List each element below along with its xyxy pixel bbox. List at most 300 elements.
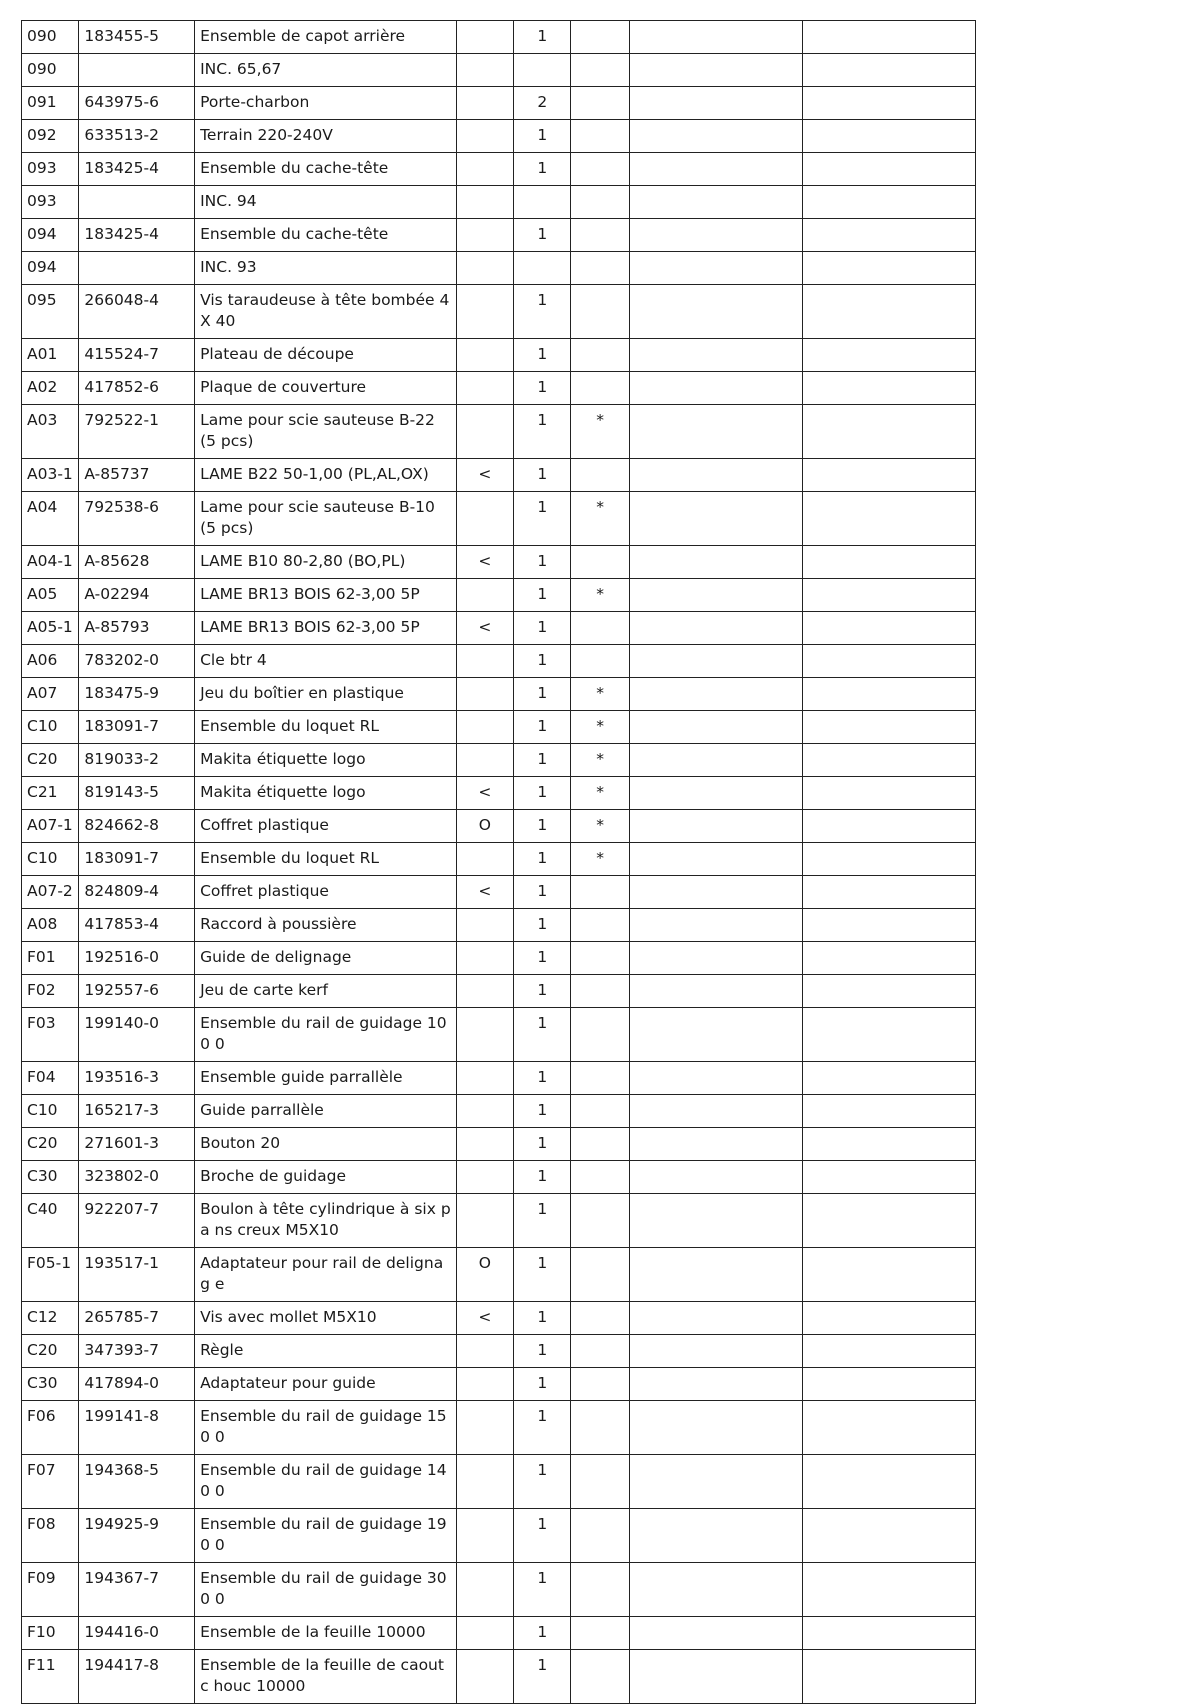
extra-cell-1	[629, 459, 802, 492]
extra-cell-1	[629, 942, 802, 975]
mark-cell	[456, 285, 513, 339]
description-cell: Ensemble du cache-tête	[195, 153, 457, 186]
table-row	[22, 1455, 976, 1509]
note-cell	[571, 1617, 629, 1650]
mark-cell	[456, 120, 513, 153]
description-cell: INC. 94	[195, 186, 457, 219]
description-cell: Coffret plastique	[195, 810, 457, 843]
table-row	[22, 1248, 976, 1302]
quantity-cell: 2	[514, 87, 571, 120]
extra-cell-1	[629, 252, 802, 285]
table-row	[22, 1194, 976, 1248]
table-row	[22, 975, 976, 1008]
extra-cell-2	[802, 546, 975, 579]
extra-cell-2	[802, 1509, 975, 1563]
extra-cell-1	[629, 285, 802, 339]
extra-cell-1	[629, 1248, 802, 1302]
extra-cell-2	[802, 285, 975, 339]
extra-cell-1	[629, 1161, 802, 1194]
extra-cell-1	[629, 678, 802, 711]
note-cell: *	[571, 843, 629, 876]
quantity-cell: 1	[514, 285, 571, 339]
ref-cell: C20	[22, 1335, 79, 1368]
ref-cell: 092	[22, 120, 79, 153]
extra-cell-2	[802, 372, 975, 405]
extra-cell-1	[629, 219, 802, 252]
part-number-cell	[79, 186, 195, 219]
part-number-cell: 183475-9	[79, 678, 195, 711]
note-cell	[571, 975, 629, 1008]
description-cell: Ensemble du rail de guidage 140 0	[195, 1455, 457, 1509]
part-number-cell: 199140-0	[79, 1008, 195, 1062]
quantity-cell: 1	[514, 492, 571, 546]
description-cell: Makita étiquette logo	[195, 744, 457, 777]
ref-cell: A02	[22, 372, 79, 405]
note-cell	[571, 285, 629, 339]
table-row	[22, 186, 976, 219]
note-cell	[571, 1248, 629, 1302]
extra-cell-1	[629, 405, 802, 459]
extra-cell-1	[629, 645, 802, 678]
extra-cell-2	[802, 21, 975, 54]
note-cell	[571, 1062, 629, 1095]
part-number-cell: A-85628	[79, 546, 195, 579]
quantity-cell: 1	[514, 1248, 571, 1302]
extra-cell-1	[629, 843, 802, 876]
extra-cell-2	[802, 1650, 975, 1704]
mark-cell	[456, 219, 513, 252]
mark-cell	[456, 975, 513, 1008]
quantity-cell: 1	[514, 1128, 571, 1161]
quantity-cell: 1	[514, 711, 571, 744]
part-number-cell: 792522-1	[79, 405, 195, 459]
note-cell: *	[571, 810, 629, 843]
extra-cell-2	[802, 1062, 975, 1095]
table-row	[22, 153, 976, 186]
table-row	[22, 219, 976, 252]
extra-cell-1	[629, 372, 802, 405]
extra-cell-1	[629, 1008, 802, 1062]
mark-cell	[456, 909, 513, 942]
extra-cell-1	[629, 777, 802, 810]
note-cell	[571, 186, 629, 219]
table-row	[22, 492, 976, 546]
table-row	[22, 777, 976, 810]
extra-cell-1	[629, 120, 802, 153]
description-cell: Ensemble de la feuille 10000	[195, 1617, 457, 1650]
extra-cell-2	[802, 645, 975, 678]
extra-cell-2	[802, 1095, 975, 1128]
note-cell: *	[571, 777, 629, 810]
extra-cell-1	[629, 492, 802, 546]
mark-cell	[456, 1650, 513, 1704]
ref-cell: C21	[22, 777, 79, 810]
quantity-cell: 1	[514, 339, 571, 372]
note-cell	[571, 546, 629, 579]
quantity-cell: 1	[514, 405, 571, 459]
note-cell: *	[571, 678, 629, 711]
note-cell	[571, 942, 629, 975]
note-cell: *	[571, 579, 629, 612]
ref-cell: C10	[22, 1095, 79, 1128]
part-number-cell: 265785-7	[79, 1302, 195, 1335]
table-row	[22, 1008, 976, 1062]
extra-cell-2	[802, 942, 975, 975]
part-number-cell: 819143-5	[79, 777, 195, 810]
quantity-cell: 1	[514, 21, 571, 54]
extra-cell-1	[629, 546, 802, 579]
ref-cell: A07-1	[22, 810, 79, 843]
description-cell: Guide parrallèle	[195, 1095, 457, 1128]
description-cell: Cle btr 4	[195, 645, 457, 678]
ref-cell: F01	[22, 942, 79, 975]
extra-cell-2	[802, 777, 975, 810]
ref-cell: A03	[22, 405, 79, 459]
extra-cell-1	[629, 876, 802, 909]
quantity-cell: 1	[514, 678, 571, 711]
table-row	[22, 372, 976, 405]
description-cell: Ensemble du rail de guidage 300 0	[195, 1563, 457, 1617]
ref-cell: F02	[22, 975, 79, 1008]
description-cell: Ensemble du rail de guidage 150 0	[195, 1401, 457, 1455]
quantity-cell: 1	[514, 1062, 571, 1095]
mark-cell	[456, 1617, 513, 1650]
quantity-cell: 1	[514, 1008, 571, 1062]
ref-cell: F09	[22, 1563, 79, 1617]
ref-cell: 093	[22, 153, 79, 186]
ref-cell: C20	[22, 744, 79, 777]
mark-cell	[456, 744, 513, 777]
ref-cell: F05-1	[22, 1248, 79, 1302]
part-number-cell: 194925-9	[79, 1509, 195, 1563]
extra-cell-1	[629, 54, 802, 87]
extra-cell-2	[802, 1302, 975, 1335]
note-cell: *	[571, 744, 629, 777]
extra-cell-2	[802, 1335, 975, 1368]
ref-cell: 094	[22, 219, 79, 252]
table-row	[22, 1509, 976, 1563]
quantity-cell: 1	[514, 612, 571, 645]
mark-cell: O	[456, 1248, 513, 1302]
extra-cell-2	[802, 909, 975, 942]
part-number-cell: 266048-4	[79, 285, 195, 339]
quantity-cell	[514, 54, 571, 87]
part-number-cell: 183425-4	[79, 153, 195, 186]
description-cell: Adaptateur pour guide	[195, 1368, 457, 1401]
part-number-cell: 633513-2	[79, 120, 195, 153]
part-number-cell: 165217-3	[79, 1095, 195, 1128]
note-cell: *	[571, 711, 629, 744]
table-row	[22, 1617, 976, 1650]
mark-cell	[456, 843, 513, 876]
note-cell	[571, 1095, 629, 1128]
ref-cell: 094	[22, 252, 79, 285]
extra-cell-1	[629, 579, 802, 612]
note-cell	[571, 153, 629, 186]
part-number-cell: 824809-4	[79, 876, 195, 909]
extra-cell-1	[629, 810, 802, 843]
mark-cell: <	[456, 876, 513, 909]
extra-cell-2	[802, 87, 975, 120]
note-cell: *	[571, 405, 629, 459]
table-row	[22, 942, 976, 975]
mark-cell	[456, 579, 513, 612]
description-cell: Makita étiquette logo	[195, 777, 457, 810]
ref-cell: C30	[22, 1161, 79, 1194]
quantity-cell: 1	[514, 1401, 571, 1455]
quantity-cell: 1	[514, 645, 571, 678]
mark-cell	[456, 1509, 513, 1563]
table-row	[22, 1161, 976, 1194]
note-cell: *	[571, 492, 629, 546]
part-number-cell: 183455-5	[79, 21, 195, 54]
part-number-cell: 783202-0	[79, 645, 195, 678]
mark-cell: <	[456, 546, 513, 579]
part-number-cell: 183425-4	[79, 219, 195, 252]
extra-cell-1	[629, 1650, 802, 1704]
part-number-cell: 194367-7	[79, 1563, 195, 1617]
mark-cell	[456, 1368, 513, 1401]
ref-cell: F10	[22, 1617, 79, 1650]
extra-cell-1	[629, 21, 802, 54]
note-cell	[571, 1128, 629, 1161]
part-number-cell: 271601-3	[79, 1128, 195, 1161]
part-number-cell: 183091-7	[79, 711, 195, 744]
mark-cell	[456, 372, 513, 405]
ref-cell: 090	[22, 21, 79, 54]
extra-cell-2	[802, 1161, 975, 1194]
extra-cell-1	[629, 1455, 802, 1509]
note-cell	[571, 87, 629, 120]
part-number-cell: 193516-3	[79, 1062, 195, 1095]
mark-cell	[456, 1008, 513, 1062]
extra-cell-2	[802, 612, 975, 645]
description-cell: Plaque de couverture	[195, 372, 457, 405]
quantity-cell: 1	[514, 1368, 571, 1401]
table-row	[22, 612, 976, 645]
quantity-cell: 1	[514, 1617, 571, 1650]
table-row	[22, 285, 976, 339]
mark-cell	[456, 405, 513, 459]
ref-cell: F11	[22, 1650, 79, 1704]
mark-cell	[456, 186, 513, 219]
mark-cell	[456, 1161, 513, 1194]
table-row	[22, 546, 976, 579]
table-row	[22, 339, 976, 372]
description-cell: INC. 93	[195, 252, 457, 285]
extra-cell-1	[629, 1368, 802, 1401]
table-row	[22, 711, 976, 744]
ref-cell: F03	[22, 1008, 79, 1062]
extra-cell-1	[629, 153, 802, 186]
extra-cell-1	[629, 1563, 802, 1617]
note-cell	[571, 339, 629, 372]
table-row	[22, 87, 976, 120]
note-cell	[571, 876, 629, 909]
extra-cell-2	[802, 1008, 975, 1062]
extra-cell-2	[802, 1248, 975, 1302]
note-cell	[571, 1335, 629, 1368]
part-number-cell: 922207-7	[79, 1194, 195, 1248]
quantity-cell: 1	[514, 1455, 571, 1509]
table-row	[22, 1368, 976, 1401]
quantity-cell: 1	[514, 1095, 571, 1128]
description-cell: Lame pour scie sauteuse B-10 (5 pcs)	[195, 492, 457, 546]
ref-cell: C30	[22, 1368, 79, 1401]
ref-cell: C40	[22, 1194, 79, 1248]
part-number-cell: A-85793	[79, 612, 195, 645]
part-number-cell: 643975-6	[79, 87, 195, 120]
ref-cell: A07-2	[22, 876, 79, 909]
description-cell: Guide de delignage	[195, 942, 457, 975]
quantity-cell: 1	[514, 546, 571, 579]
quantity-cell: 1	[514, 372, 571, 405]
extra-cell-1	[629, 339, 802, 372]
ref-cell: 095	[22, 285, 79, 339]
extra-cell-2	[802, 876, 975, 909]
quantity-cell: 1	[514, 153, 571, 186]
note-cell	[571, 372, 629, 405]
note-cell	[571, 1302, 629, 1335]
quantity-cell: 1	[514, 909, 571, 942]
mark-cell	[456, 1563, 513, 1617]
description-cell: Bouton 20	[195, 1128, 457, 1161]
ref-cell: A04-1	[22, 546, 79, 579]
mark-cell: <	[456, 459, 513, 492]
quantity-cell: 1	[514, 777, 571, 810]
note-cell	[571, 1161, 629, 1194]
description-cell: INC. 65,67	[195, 54, 457, 87]
part-number-cell: 347393-7	[79, 1335, 195, 1368]
note-cell	[571, 1509, 629, 1563]
part-number-cell: 192516-0	[79, 942, 195, 975]
ref-cell: A07	[22, 678, 79, 711]
quantity-cell: 1	[514, 1563, 571, 1617]
mark-cell	[456, 942, 513, 975]
ref-cell: A04	[22, 492, 79, 546]
mark-cell: <	[456, 612, 513, 645]
ref-cell: F07	[22, 1455, 79, 1509]
quantity-cell	[514, 186, 571, 219]
extra-cell-2	[802, 843, 975, 876]
extra-cell-2	[802, 339, 975, 372]
note-cell	[571, 1650, 629, 1704]
ref-cell: C20	[22, 1128, 79, 1161]
description-cell: Vis taraudeuse à tête bombée 4X 40	[195, 285, 457, 339]
extra-cell-2	[802, 54, 975, 87]
note-cell	[571, 645, 629, 678]
table-row	[22, 909, 976, 942]
mark-cell	[456, 1062, 513, 1095]
mark-cell	[456, 645, 513, 678]
quantity-cell: 1	[514, 1302, 571, 1335]
part-number-cell: 824662-8	[79, 810, 195, 843]
extra-cell-2	[802, 810, 975, 843]
extra-cell-2	[802, 153, 975, 186]
ref-cell: F06	[22, 1401, 79, 1455]
extra-cell-1	[629, 1128, 802, 1161]
table-row	[22, 54, 976, 87]
mark-cell	[456, 1455, 513, 1509]
description-cell: LAME BR13 BOIS 62-3,00 5P	[195, 612, 457, 645]
mark-cell: O	[456, 810, 513, 843]
extra-cell-1	[629, 612, 802, 645]
quantity-cell: 1	[514, 579, 571, 612]
table-row	[22, 678, 976, 711]
description-cell: Ensemble du loquet RL	[195, 843, 457, 876]
mark-cell	[456, 1335, 513, 1368]
part-number-cell: 417853-4	[79, 909, 195, 942]
description-cell: Ensemble guide parrallèle	[195, 1062, 457, 1095]
mark-cell	[456, 153, 513, 186]
extra-cell-2	[802, 744, 975, 777]
extra-cell-2	[802, 1563, 975, 1617]
part-number-cell: 193517-1	[79, 1248, 195, 1302]
description-cell: Porte-charbon	[195, 87, 457, 120]
part-number-cell: A-02294	[79, 579, 195, 612]
table-row	[22, 405, 976, 459]
extra-cell-1	[629, 1509, 802, 1563]
extra-cell-2	[802, 186, 975, 219]
mark-cell	[456, 1128, 513, 1161]
part-number-cell: 415524-7	[79, 339, 195, 372]
ref-cell: C12	[22, 1302, 79, 1335]
note-cell	[571, 1368, 629, 1401]
description-cell: Adaptateur pour rail de delignag e	[195, 1248, 457, 1302]
note-cell	[571, 1563, 629, 1617]
table-row	[22, 1401, 976, 1455]
description-cell: LAME B10 80-2,80 (BO,PL)	[195, 546, 457, 579]
part-number-cell	[79, 252, 195, 285]
quantity-cell	[514, 252, 571, 285]
part-number-cell: 199141-8	[79, 1401, 195, 1455]
extra-cell-2	[802, 1194, 975, 1248]
extra-cell-2	[802, 405, 975, 459]
table-row	[22, 120, 976, 153]
extra-cell-2	[802, 678, 975, 711]
extra-cell-1	[629, 87, 802, 120]
extra-cell-2	[802, 1617, 975, 1650]
ref-cell: 091	[22, 87, 79, 120]
extra-cell-2	[802, 1368, 975, 1401]
quantity-cell: 1	[514, 1161, 571, 1194]
description-cell: Coffret plastique	[195, 876, 457, 909]
description-cell: Jeu du boîtier en plastique	[195, 678, 457, 711]
table-row	[22, 1062, 976, 1095]
extra-cell-1	[629, 1401, 802, 1455]
extra-cell-2	[802, 1455, 975, 1509]
ref-cell: C10	[22, 711, 79, 744]
description-cell: Plateau de découpe	[195, 339, 457, 372]
note-cell	[571, 54, 629, 87]
ref-cell: A08	[22, 909, 79, 942]
quantity-cell: 1	[514, 975, 571, 1008]
ref-cell: C10	[22, 843, 79, 876]
extra-cell-2	[802, 711, 975, 744]
extra-cell-2	[802, 1128, 975, 1161]
ref-cell: A05	[22, 579, 79, 612]
mark-cell	[456, 21, 513, 54]
description-cell: Règle	[195, 1335, 457, 1368]
extra-cell-1	[629, 1617, 802, 1650]
extra-cell-2	[802, 459, 975, 492]
quantity-cell: 1	[514, 1194, 571, 1248]
note-cell	[571, 1401, 629, 1455]
part-number-cell	[79, 54, 195, 87]
extra-cell-2	[802, 120, 975, 153]
extra-cell-1	[629, 1194, 802, 1248]
ref-cell: 090	[22, 54, 79, 87]
